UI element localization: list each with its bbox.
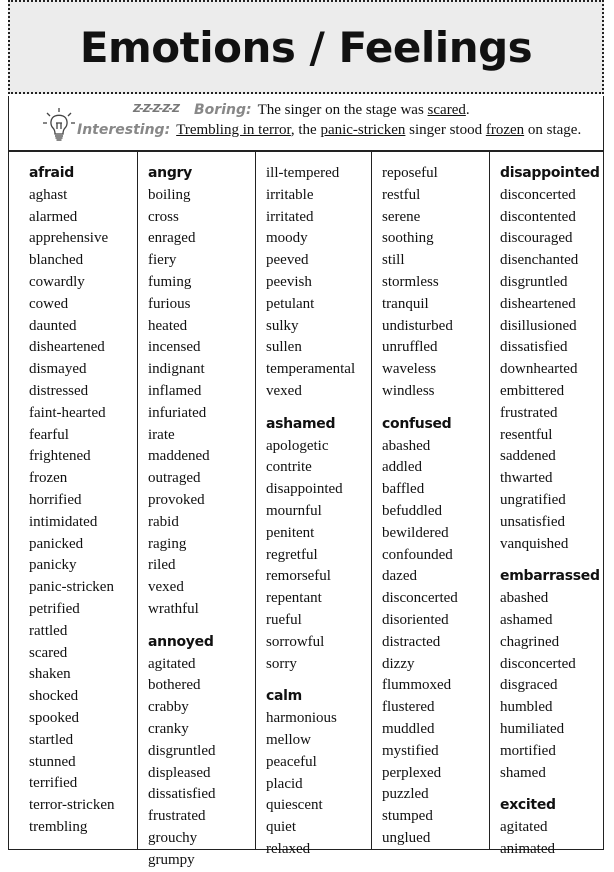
word-item: dazed	[382, 568, 417, 585]
word-item: abashed	[382, 437, 431, 454]
word-item: placid	[266, 775, 303, 792]
word-item: penitent	[266, 524, 315, 541]
word-item: bewildered	[382, 524, 449, 541]
word-item: shamed	[500, 764, 546, 781]
word-item: inflamed	[148, 382, 202, 399]
word-item: vexed	[148, 579, 184, 596]
word-item: apologetic	[266, 437, 329, 454]
word-item: heated	[148, 317, 188, 334]
word-item: moody	[266, 230, 308, 247]
word-item: peevish	[266, 273, 312, 290]
word-item: bothered	[148, 677, 201, 694]
word-item: enraged	[148, 230, 196, 247]
column-5	[489, 152, 604, 857]
word-item: undisturbed	[382, 317, 453, 334]
word-item: daunted	[29, 317, 77, 334]
word-item: infuriated	[148, 404, 207, 421]
word-item: outraged	[148, 470, 201, 487]
page-title: Emotions / Feelings	[79, 23, 533, 72]
word-item: flummoxed	[382, 677, 452, 694]
category-heading: annoyed	[148, 633, 214, 650]
group-spacer	[266, 403, 355, 414]
interesting-text-2: , the	[290, 122, 321, 138]
word-item: befuddled	[382, 502, 442, 519]
category-heading: ashamed	[266, 415, 336, 432]
column-2	[137, 152, 255, 868]
word-item: sorrowful	[266, 633, 325, 650]
word-item: mystified	[382, 742, 439, 759]
word-item: displeased	[148, 764, 211, 781]
category-heading: disappointed	[500, 165, 600, 181]
word-item: temperamental	[266, 361, 356, 378]
word-item: irate	[148, 426, 175, 443]
word-item: disenchanted	[500, 252, 579, 269]
snore-text: Z-Z-Z-Z-Z	[133, 102, 179, 115]
word-item: terrified	[29, 775, 78, 792]
word-item: panicked	[29, 535, 84, 552]
word-item: rueful	[266, 611, 302, 628]
interesting-phrase-5: frozen	[485, 122, 525, 138]
word-item: alarmed	[29, 208, 78, 225]
word-item: unglued	[382, 829, 431, 846]
word-item: raging	[148, 535, 187, 552]
word-item: baffled	[382, 481, 425, 498]
word-item: embittered	[500, 382, 565, 399]
boring-period: .	[465, 102, 470, 118]
word-item: agitated	[148, 655, 196, 672]
word-item: disgraced	[500, 677, 558, 694]
word-item: spooked	[29, 709, 79, 726]
word-item: dissatisfied	[500, 339, 568, 356]
word-item: quiet	[266, 819, 296, 836]
word-item: frustrated	[148, 808, 206, 825]
group-spacer	[500, 555, 600, 566]
word-item: disoriented	[382, 611, 449, 628]
word-item: contrite	[266, 459, 312, 476]
example-box	[8, 96, 604, 150]
word-item: serene	[382, 208, 421, 225]
group-spacer	[500, 784, 600, 795]
word-item: sorry	[266, 655, 297, 672]
word-item: frustrated	[500, 404, 558, 421]
word-item: mournful	[266, 502, 322, 519]
word-item: boiling	[148, 186, 191, 203]
word-item: fearful	[29, 426, 69, 443]
word-item: trembling	[29, 818, 88, 835]
interesting-phrase-1: Trembling in terror	[176, 122, 291, 138]
word-item: cowardly	[29, 273, 85, 290]
word-item: confounded	[382, 546, 453, 563]
word-item: cowed	[29, 295, 69, 312]
word-item: distressed	[29, 382, 89, 399]
word-item: vexed	[266, 382, 302, 399]
word-item: irritable	[266, 186, 314, 203]
group-spacer	[148, 621, 216, 632]
word-item: crabby	[148, 699, 189, 716]
word-item: ungratified	[500, 491, 566, 508]
word-item: sulky	[266, 317, 299, 334]
word-item: addled	[382, 459, 422, 476]
boring-word: scared	[427, 102, 466, 118]
word-item: cranky	[148, 720, 189, 737]
word-item: humiliated	[500, 720, 565, 737]
category-heading: excited	[500, 797, 556, 814]
category-heading: afraid	[29, 165, 74, 181]
word-item: disgruntled	[500, 273, 568, 290]
word-item: rattled	[29, 622, 68, 639]
word-item: peeved	[266, 252, 309, 269]
word-item: panic-stricken	[29, 579, 114, 596]
word-item: ashamed	[500, 611, 553, 628]
word-item: dismayed	[29, 361, 87, 378]
word-item: disconcerted	[382, 590, 458, 607]
word-item: downhearted	[500, 361, 578, 378]
interesting-tag: Interesting:	[77, 122, 171, 138]
word-item: waveless	[382, 361, 437, 378]
word-item: regretful	[266, 546, 318, 563]
interesting-text-6: on stage.	[524, 122, 582, 138]
word-item: repentant	[266, 590, 322, 607]
boring-text: The singer on the stage was	[257, 102, 428, 118]
word-item: humbled	[500, 699, 553, 716]
word-item: discontented	[500, 208, 576, 225]
word-item: panicky	[29, 557, 77, 574]
word-item: unsatisfied	[500, 513, 565, 530]
word-item: peaceful	[266, 753, 317, 770]
word-item: vanquished	[500, 535, 569, 552]
word-item: faint-hearted	[29, 404, 106, 421]
interesting-text-4: singer stood	[405, 122, 486, 138]
word-item: animated	[500, 840, 555, 857]
word-item: remorseful	[266, 568, 331, 585]
word-item: blanched	[29, 252, 84, 269]
word-item: soothing	[382, 230, 434, 247]
word-item: frozen	[29, 470, 68, 487]
word-item: disappointed	[266, 481, 343, 498]
word-item: dizzy	[382, 655, 415, 672]
word-item: sullen	[266, 339, 302, 356]
word-item: disgruntled	[148, 742, 216, 759]
word-item: disillusioned	[500, 317, 577, 334]
word-item: stunned	[29, 753, 76, 770]
word-item: ill-tempered	[266, 165, 340, 181]
word-item: stormless	[382, 273, 439, 290]
word-item: rabid	[148, 513, 179, 530]
word-item: unruffled	[382, 339, 438, 356]
word-item: abashed	[500, 590, 549, 607]
word-item: perplexed	[382, 764, 442, 781]
word-item: cross	[148, 208, 179, 225]
word-item: tranquil	[382, 295, 429, 312]
word-item: riled	[148, 557, 176, 574]
word-item: harmonious	[266, 710, 337, 727]
word-item: resentful	[500, 426, 553, 443]
word-item: chagrined	[500, 633, 560, 650]
word-item: disconcerted	[500, 186, 576, 203]
word-item: stumped	[382, 808, 433, 825]
word-item: aghast	[29, 186, 68, 203]
word-item: reposeful	[382, 165, 438, 181]
word-item: agitated	[500, 819, 548, 836]
lightbulb-icon	[41, 107, 77, 143]
word-item: indignant	[148, 361, 205, 378]
interesting-line	[77, 122, 581, 139]
word-item: intimidated	[29, 513, 98, 530]
word-item: startled	[29, 731, 74, 748]
boring-tag: Boring:	[194, 102, 252, 118]
word-item: distracted	[382, 633, 441, 650]
word-item: thwarted	[500, 470, 553, 487]
word-item: terror-stricken	[29, 797, 115, 814]
word-item: mortified	[500, 742, 556, 759]
word-item: shaken	[29, 666, 71, 683]
word-item: disheartened	[29, 339, 105, 356]
word-item: provoked	[148, 491, 205, 508]
boring-line	[194, 102, 470, 119]
word-item: discouraged	[500, 230, 573, 247]
group-spacer	[266, 675, 355, 686]
category-heading: embarrassed	[500, 568, 600, 585]
word-item: still	[382, 252, 405, 269]
word-item: puzzled	[382, 786, 429, 803]
category-heading: angry	[148, 165, 192, 181]
word-item: flustered	[382, 699, 435, 716]
word-item: horrified	[29, 491, 82, 508]
word-item: muddled	[382, 720, 435, 737]
word-item: windless	[382, 382, 435, 399]
word-item: apprehensive	[29, 230, 109, 247]
word-item: dissatisfied	[148, 786, 216, 803]
word-item: quiescent	[266, 797, 323, 814]
word-item: irritated	[266, 208, 314, 225]
word-item: fuming	[148, 273, 192, 290]
word-item: frightened	[29, 448, 91, 465]
word-item: restful	[382, 186, 421, 203]
word-item: saddened	[500, 448, 556, 465]
word-item: furious	[148, 295, 191, 312]
column-4	[371, 152, 489, 850]
word-item: petrified	[29, 600, 80, 617]
word-item: incensed	[148, 339, 201, 356]
column-3	[255, 152, 371, 857]
column-1	[19, 152, 136, 850]
word-item: maddened	[148, 448, 210, 465]
word-item: shocked	[29, 688, 79, 705]
word-item: mellow	[266, 731, 311, 748]
word-item: disconcerted	[500, 655, 576, 672]
word-item: grouchy	[148, 829, 198, 846]
category-heading: confused	[382, 415, 452, 432]
interesting-phrase-3: panic-stricken	[320, 122, 406, 138]
word-item: wrathful	[148, 600, 199, 617]
title-banner	[8, 0, 604, 94]
word-item: scared	[29, 644, 68, 661]
word-item: grumpy	[148, 851, 195, 868]
category-heading: calm	[266, 688, 302, 705]
word-item: disheartened	[500, 295, 576, 312]
word-item: fiery	[148, 252, 177, 269]
word-item: relaxed	[266, 840, 311, 857]
word-item: petulant	[266, 295, 315, 312]
group-spacer	[382, 403, 458, 414]
